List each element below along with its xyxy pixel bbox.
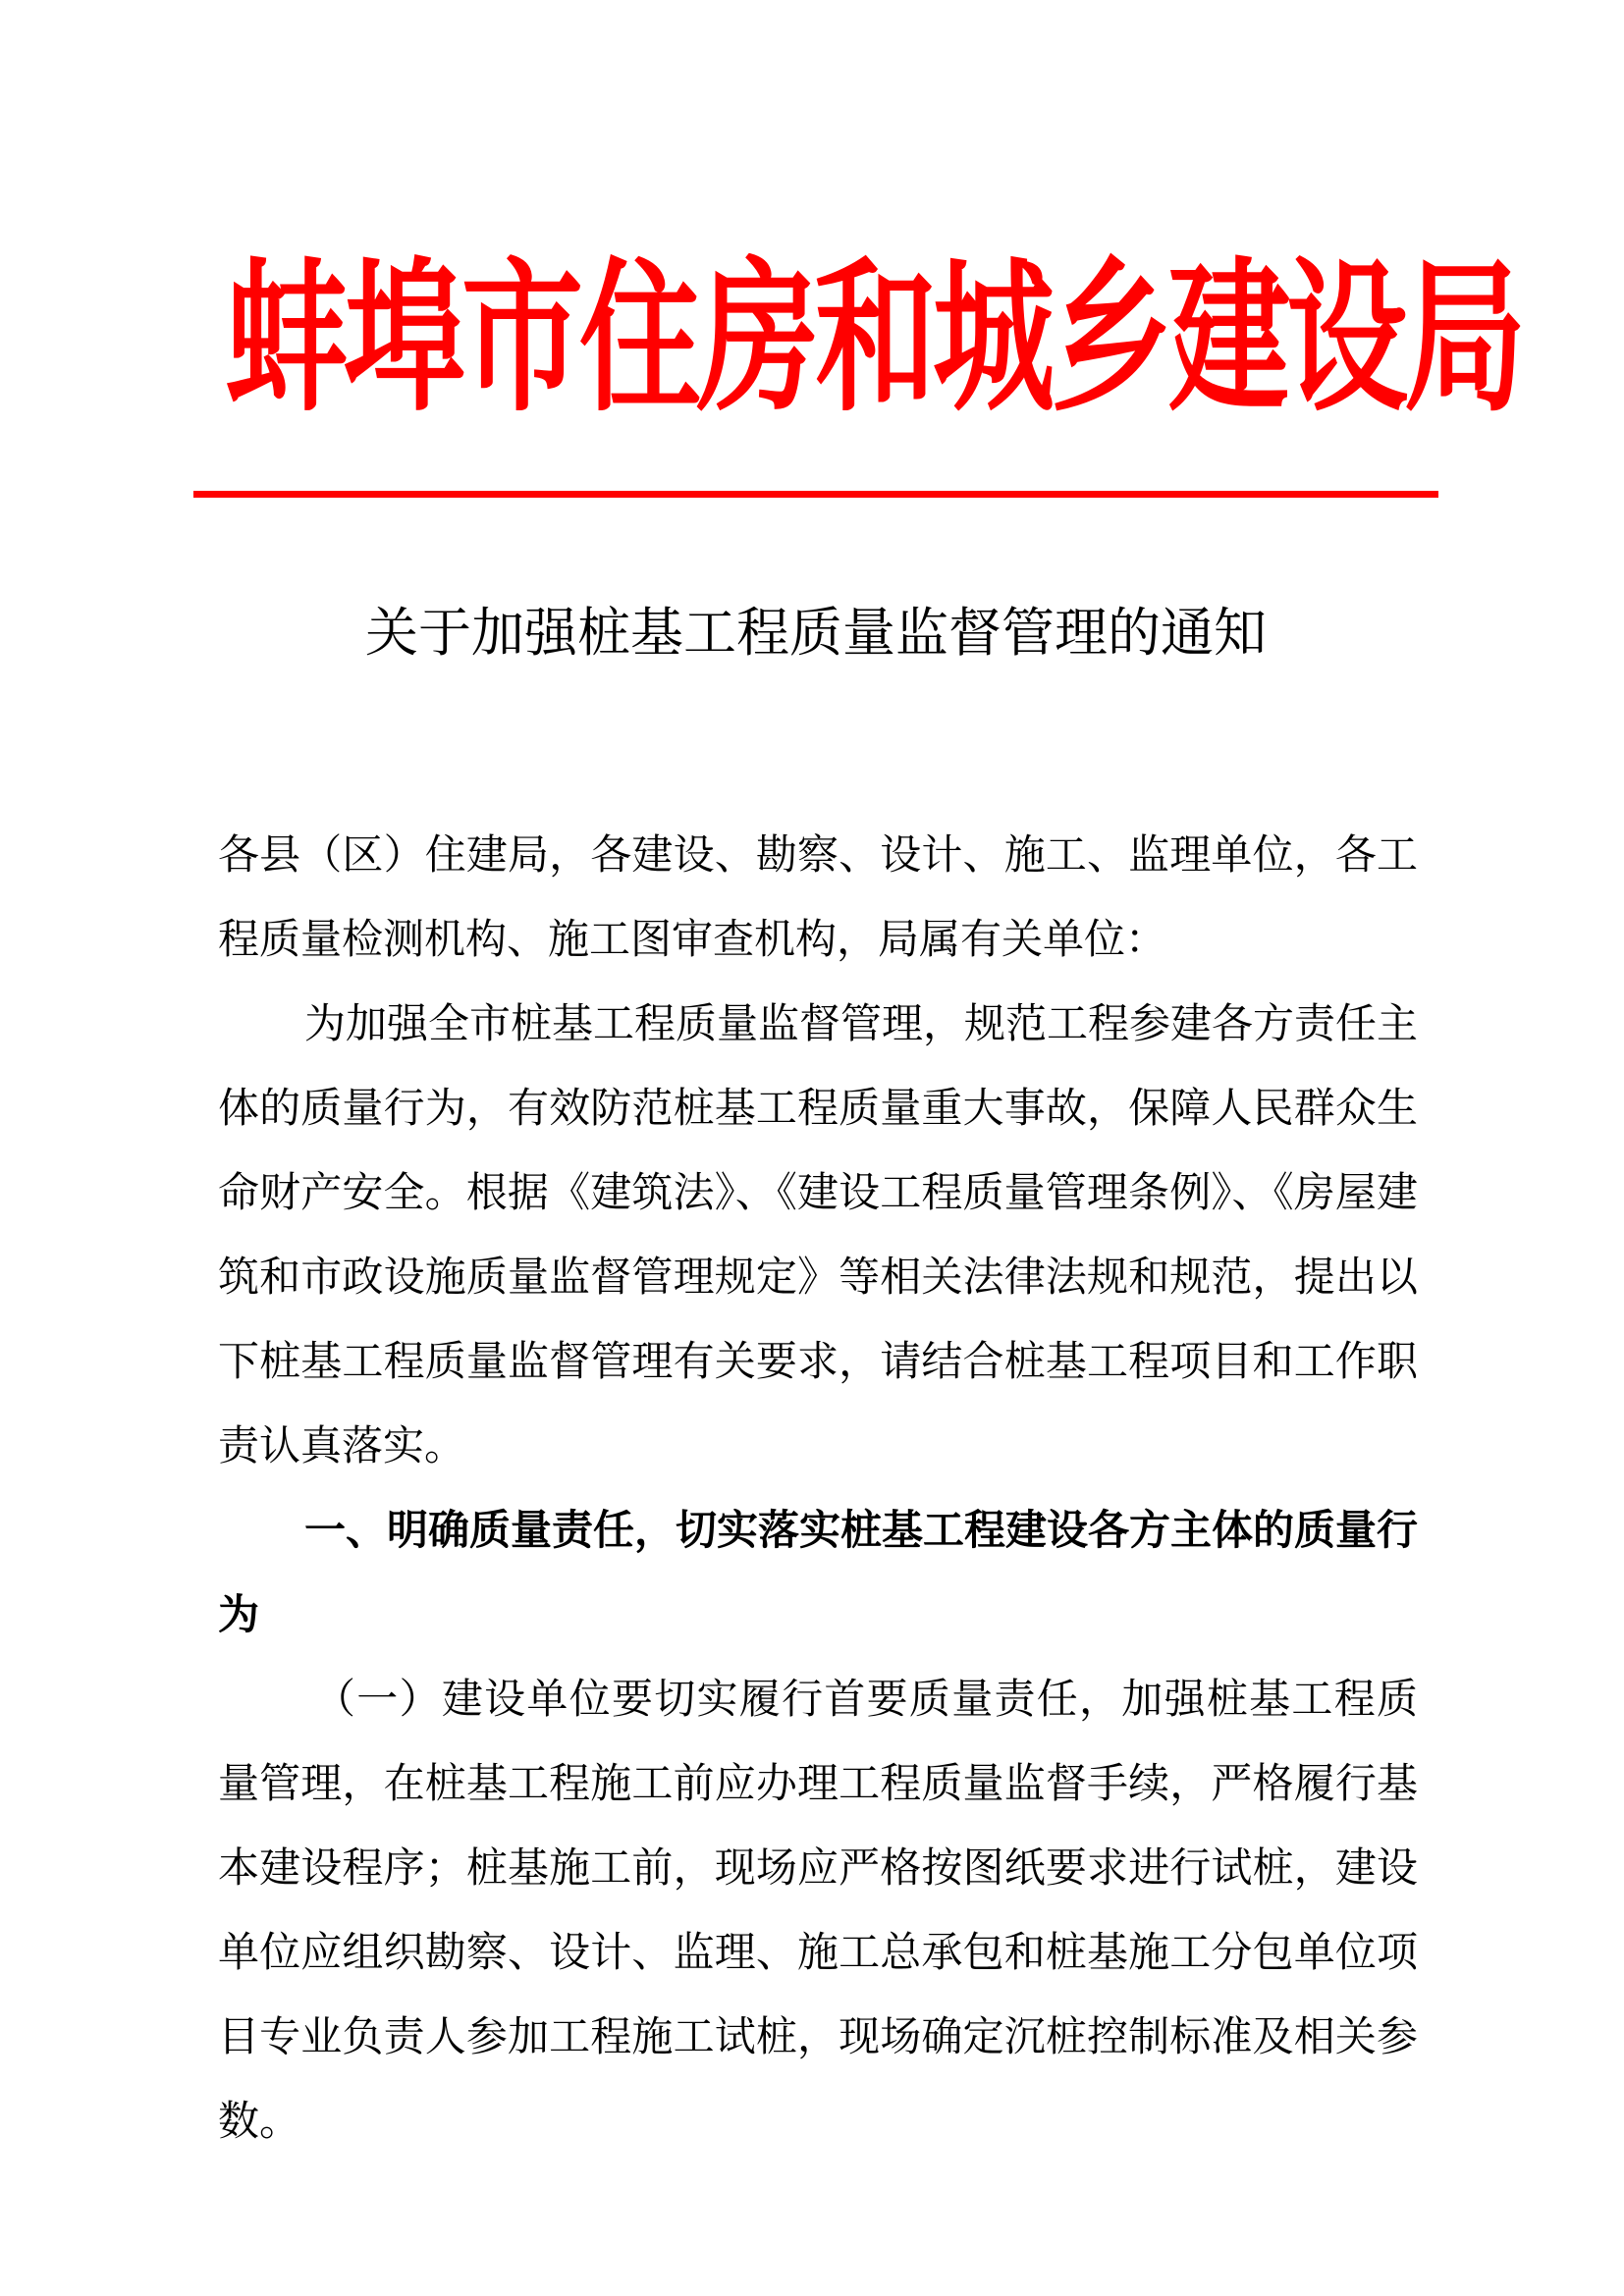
masthead-org-name: 蚌埠市住房和城乡建设局 xyxy=(226,242,1523,435)
section-1-heading: 一、明确质量责任，切实落实桩基工程建设各方主体的质量行为 xyxy=(218,1506,1419,1638)
intro-paragraph: 为加强全市桩基工程质量监督管理，规范工程参建各方责任主体的质量行为，有效防范桩基工程质量重大事故，保障人民群众生命财产安全。根据《建筑法》、《建设工程质量管理条例》、《房屋建筑和市政设施质量监督管理规定》等相关法律法规和规范，提出以下桩基工程质量监督管理有关要求，请结合桩基工程项目和工作职责认真落实。 xyxy=(218,999,1419,1469)
document-body xyxy=(218,813,1418,2163)
masthead-red-rule xyxy=(193,491,1438,498)
salutation: 各县（区）住建局，各建设、勘察、设计、施工、监理单位，各工程质量检测机构、施工图审查机构，局属有关单位： xyxy=(218,830,1418,963)
section-1-item-1: （一）建设单位要切实履行首要质量责任，加强桩基工程质量管理，在桩基工程施工前应办理工程质量监督手续，严格履行基本建设程序；桩基施工前，现场应严格按图纸要求进行试桩，建设单位应组织勘察、设计、监理、施工总承包和桩基施工分包单位项目专业负责人参加工程施工试桩，现场确定沉桩控制标准及相关参数。 xyxy=(218,1675,1418,2145)
document-title: 关于加强桩基工程质量监督管理的通知 xyxy=(365,602,1267,664)
